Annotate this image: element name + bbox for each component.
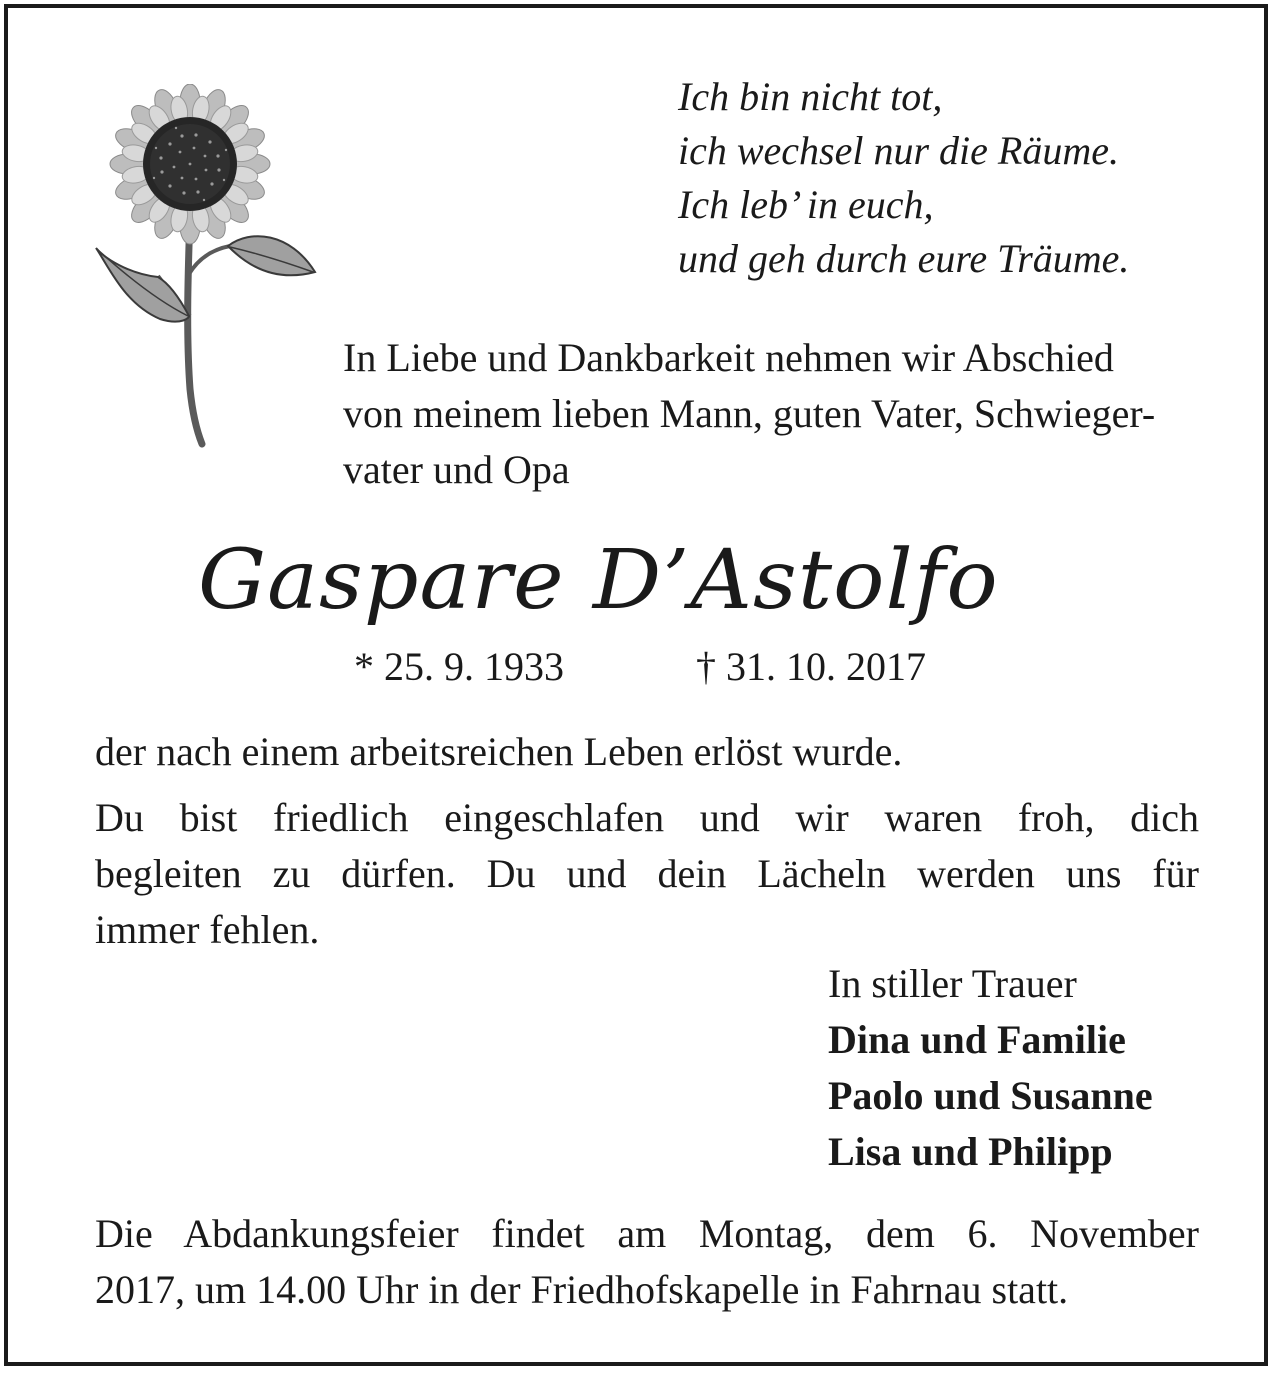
mourners-heading: In stiller Trauer (828, 961, 1077, 1006)
intro-line: von meinem lieben Mann, guten Vater, Schwieger- (343, 391, 1156, 436)
paragraph-line: begleiten zu dürfen. Du und dein Lächeln werden uns für (95, 851, 1199, 896)
paragraph-line: Du bist friedlich eingeschlafen und wir waren froh, dich (95, 795, 1199, 840)
death-date: † 31. 10. 2017 (696, 644, 926, 689)
intro-text (343, 330, 1203, 498)
mourners-block (828, 956, 1153, 1180)
intro-line: vater und Opa (343, 447, 570, 492)
poem-line: und geh durch eure Träume. (678, 236, 1130, 281)
ceremony-line: 2017, um 14.00 Uhr in der Friedhofskapelle in Fahrnau statt. (95, 1267, 1069, 1312)
poem-line: ich wechsel nur die Räume. (678, 128, 1119, 173)
mourner-family: Dina und Familie (828, 1017, 1126, 1062)
birth-date: * 25. 9. 1933 (354, 644, 564, 689)
deceased-name: Gaspare D’Astolfo (198, 533, 999, 628)
poem (678, 70, 1238, 286)
text-line: der nach einem arbeitsreichen Leben erlöst wurde. (95, 729, 903, 774)
farewell-paragraph (95, 790, 1199, 958)
paragraph-line: immer fehlen. (95, 907, 320, 952)
ceremony-info (95, 1206, 1199, 1318)
poem-line: Ich bin nicht tot, (678, 74, 943, 119)
mourner-family: Lisa und Philipp (828, 1129, 1113, 1174)
obituary-notice (4, 4, 1268, 1366)
sunflower-icon (90, 84, 330, 449)
intro-line: In Liebe und Dankbarkeit nehmen wir Abschied (343, 335, 1114, 380)
poem-line: Ich leb’ in euch, (678, 182, 934, 227)
ceremony-line: Die Abdankungsfeier findet am Montag, dem 6. November (95, 1211, 1199, 1256)
mourner-family: Paolo und Susanne (828, 1073, 1153, 1118)
